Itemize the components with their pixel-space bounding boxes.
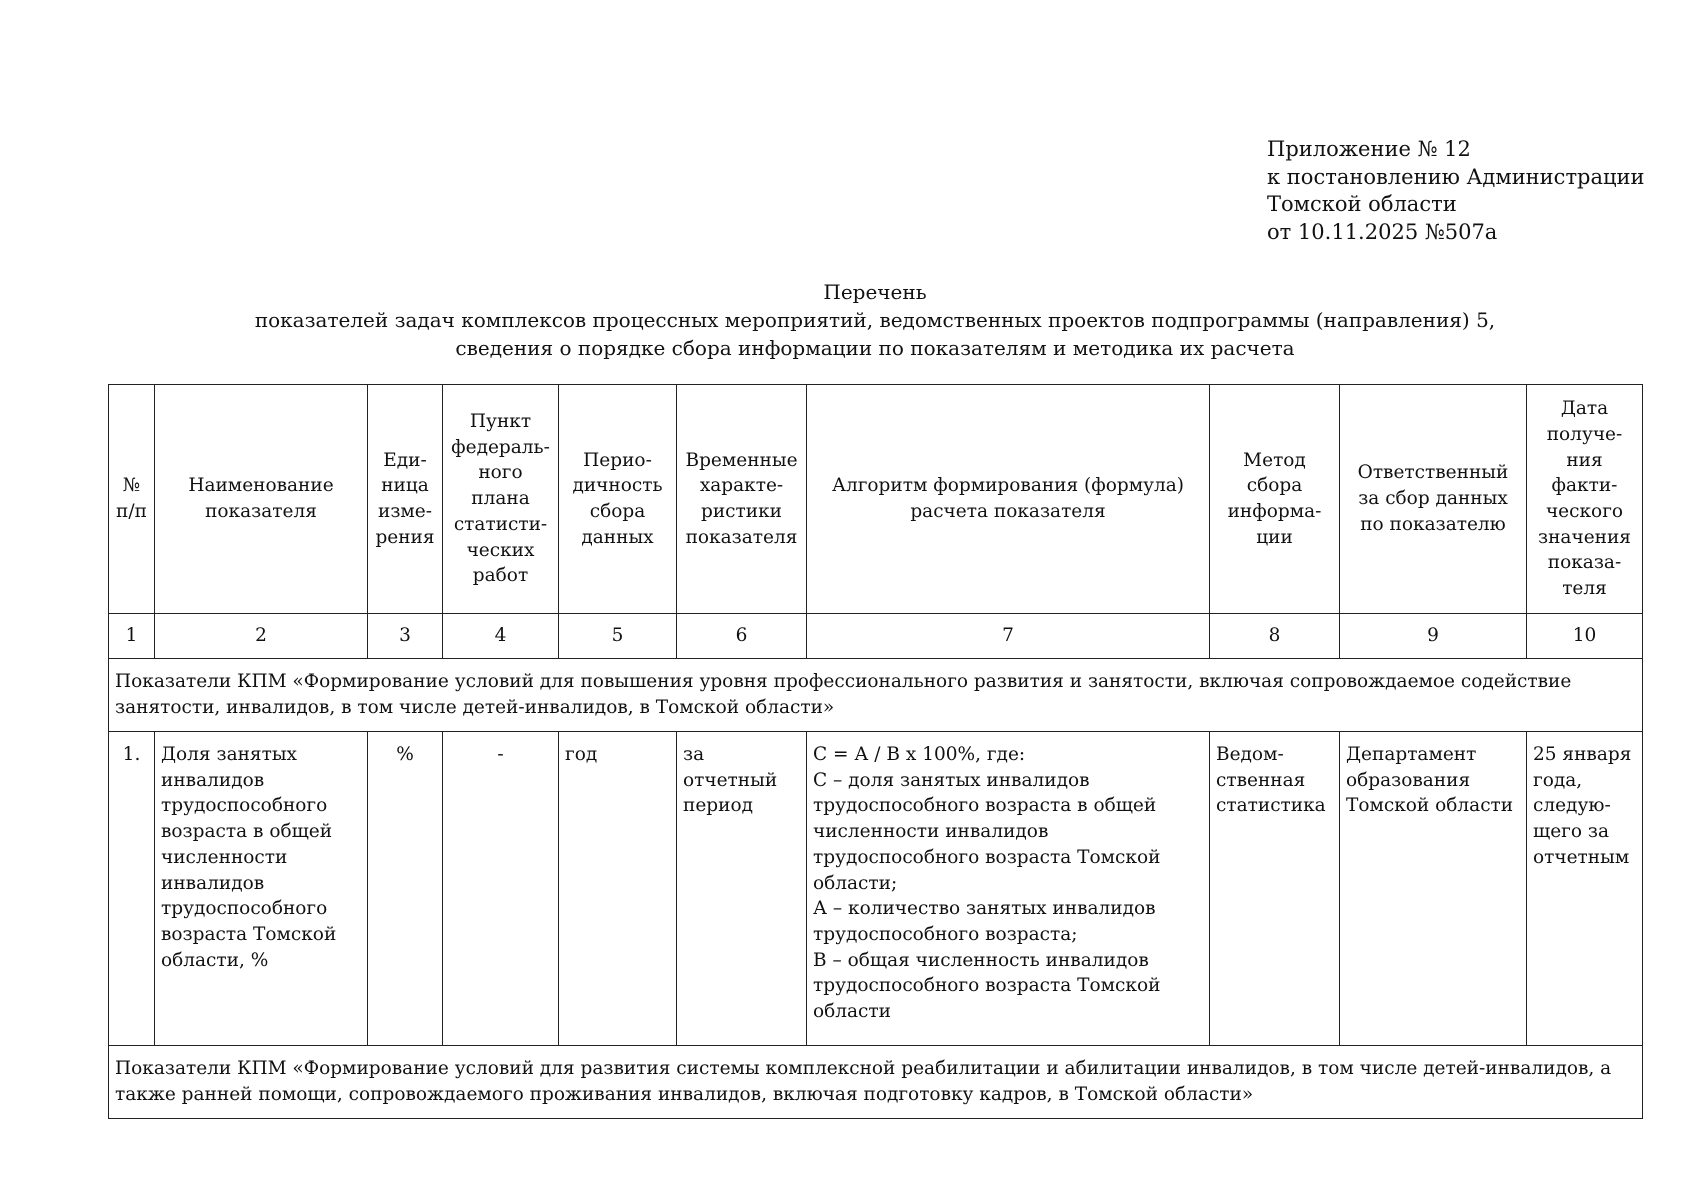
title-line-1: Перечень <box>823 280 927 304</box>
table-header-row <box>109 385 1643 614</box>
column-number: 7 <box>807 614 1210 659</box>
section-row <box>109 659 1643 732</box>
annex-number: Приложение № 12 <box>1267 137 1471 161</box>
header-cell: № п/п <box>109 385 155 614</box>
indicators-table <box>108 384 1643 1119</box>
column-number: 1 <box>109 614 155 659</box>
document-title <box>108 278 1642 362</box>
indicator-name: Доля занятых инвалидов трудоспособного возраста в общей численности инвалидов трудоспособного возраста Томской области, % <box>155 732 368 1046</box>
federal-plan-item: - <box>443 732 559 1046</box>
table-row <box>109 732 1643 1046</box>
header-cell: Наименование показателя <box>155 385 368 614</box>
section-row <box>109 1046 1643 1119</box>
column-number-row <box>109 614 1643 659</box>
header-cell: Метод сбора информа- ции <box>1210 385 1340 614</box>
unit-of-measure: % <box>368 732 443 1046</box>
header-cell: Пункт федераль- ного плана статисти- ческих работ <box>443 385 559 614</box>
column-number: 6 <box>677 614 807 659</box>
section-heading-rehabilitation: Показатели КПМ «Формирование условий для развития системы комплексной реабилитации и абилитации инвалидов, в том числе детей-инвалидов, а также ранней помощи, сопровождаемого проживания инвалидов, включая подготовку кадров, в Томской области» <box>109 1046 1643 1119</box>
actual-value-date: 25 января года, следую- щего за отчетным <box>1527 732 1643 1046</box>
column-number: 8 <box>1210 614 1340 659</box>
collection-periodicity: год <box>559 732 677 1046</box>
title-line-3: сведения о порядке сбора информации по показателям и методика их расчета <box>455 336 1295 360</box>
column-number: 3 <box>368 614 443 659</box>
title-line-2: показателей задач комплексов процессных мероприятий, ведомственных проектов подпрограммы (направления) 5, <box>254 308 1496 332</box>
section-heading-employment: Показатели КПМ «Формирование условий для повышения уровня профессионального развития и занятости, включая сопровождаемое содействие занятости, инвалидов, в том числе детей-инвалидов, в Томской области» <box>109 659 1643 732</box>
annex-region: Томской области <box>1267 192 1457 216</box>
collection-method: Ведом- ственная статистика <box>1210 732 1340 1046</box>
time-characteristics: за отчетный период <box>677 732 807 1046</box>
row-number: 1. <box>109 732 155 1046</box>
annex-date: от 10.11.2025 №507а <box>1267 219 1498 244</box>
column-number: 10 <box>1527 614 1643 659</box>
header-cell: Еди- ница изме- рения <box>368 385 443 614</box>
header-cell: Перио- дичность сбора данных <box>559 385 677 614</box>
header-cell: Ответственный за сбор данных по показателю <box>1340 385 1527 614</box>
responsible-body: Департамент образования Томской области <box>1340 732 1527 1046</box>
column-number: 9 <box>1340 614 1527 659</box>
header-cell: Алгоритм формирования (формула) расчета показателя <box>807 385 1210 614</box>
column-number: 2 <box>155 614 368 659</box>
column-number: 5 <box>559 614 677 659</box>
annex-resolution: к постановлению Администрации <box>1267 164 1645 189</box>
header-cell: Дата получе- ния факти- ческого значения показа- теля <box>1527 385 1643 614</box>
annex-block <box>1267 136 1645 246</box>
column-number: 4 <box>443 614 559 659</box>
calculation-algorithm: С = А / В х 100%, где: С – доля занятых инвалидов трудоспособного возраста в общей численности инвалидов трудоспособного возраста Томской области; А – количество занятых инвалидов трудоспособного возраста; В – общая численность инвалидов трудоспособного возраста Томской области <box>807 732 1210 1046</box>
header-cell: Временные характе- ристики показателя <box>677 385 807 614</box>
